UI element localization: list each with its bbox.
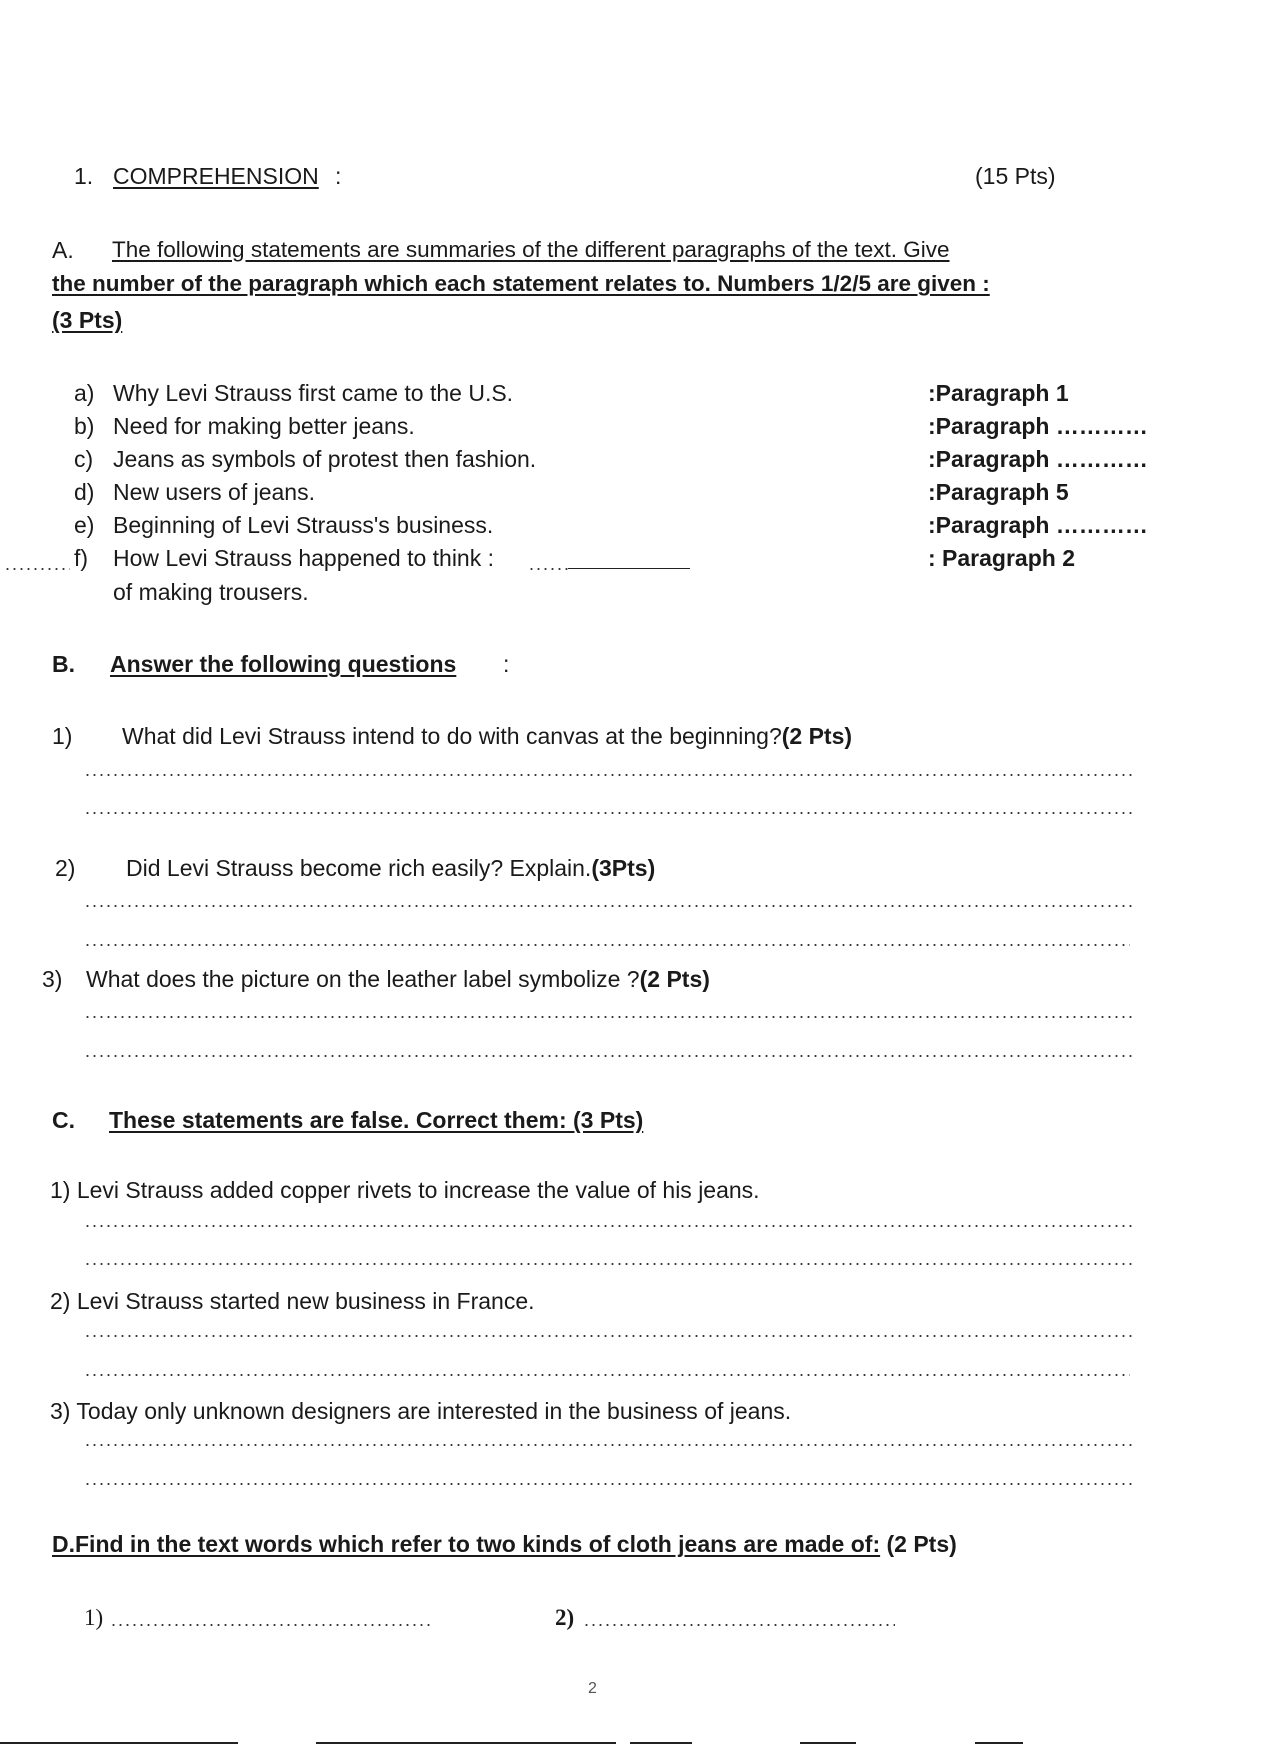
- part-a-instruction-1: The following statements are summaries of the different paragraphs of the text. Give: [112, 237, 950, 262]
- page-number: 2: [588, 1680, 597, 1697]
- answer-line[interactable]: [84, 1483, 1134, 1485]
- word-blank-2[interactable]: [583, 1624, 895, 1626]
- item-text: New users of jeans.: [113, 479, 315, 505]
- item-letter: f): [74, 545, 89, 571]
- answer-line[interactable]: [84, 1225, 1134, 1227]
- item-letter: d): [74, 479, 95, 505]
- bottom-rule: [975, 1742, 1023, 1744]
- answer-line[interactable]: [84, 1444, 1134, 1446]
- question-body: Did Levi Strauss become rich easily? Explain.: [126, 855, 592, 881]
- answer-line[interactable]: [84, 1263, 1134, 1265]
- word-blank-label-1: 1): [84, 1605, 104, 1630]
- answer-line[interactable]: [84, 774, 1134, 776]
- section-title: COMPREHENSION: [113, 163, 319, 189]
- false-statement: 2) Levi Strauss started new business in France.: [50, 1288, 535, 1314]
- item-answer: : Paragraph 2: [928, 545, 1075, 571]
- answer-line[interactable]: [84, 1335, 1134, 1337]
- answer-line[interactable]: [84, 905, 1134, 907]
- bottom-rule: [0, 1742, 238, 1744]
- bottom-rule: [800, 1742, 856, 1744]
- word-blank-label-2: 2): [555, 1605, 575, 1630]
- item-letter: e): [74, 512, 95, 538]
- scan-line-mark: [568, 568, 690, 569]
- answer-line[interactable]: [84, 944, 1130, 946]
- item-answer[interactable]: :Paragraph …………: [928, 413, 1148, 439]
- word-blank-1[interactable]: [110, 1624, 430, 1626]
- item-answer[interactable]: :Paragraph …………: [928, 446, 1148, 472]
- part-c-letter: C.: [52, 1107, 75, 1133]
- item-letter: c): [74, 446, 94, 472]
- question-points: (2 Pts): [781, 723, 853, 749]
- question-text: [122, 723, 852, 750]
- item-answer: :Paragraph 1: [928, 380, 1069, 406]
- question-number: 2): [55, 855, 76, 881]
- part-b-title: Answer the following questions: [110, 651, 457, 677]
- question-points: (2 Pts): [639, 966, 710, 992]
- item-text: Need for making better jeans.: [113, 413, 415, 439]
- section-title-colon: :: [335, 163, 342, 189]
- question-number: 1): [52, 723, 73, 749]
- scan-dotted-mark: [528, 568, 568, 570]
- item-text-continued: of making trousers.: [113, 579, 309, 605]
- item-letter: b): [74, 413, 95, 439]
- question-text: [126, 855, 655, 882]
- part-a-letter: A.: [52, 237, 74, 263]
- part-d-points: (2 Pts): [886, 1531, 957, 1557]
- item-letter: a): [74, 380, 95, 406]
- question-number: 3): [42, 966, 63, 992]
- item-text: Beginning of Levi Strauss's business.: [113, 512, 494, 538]
- item-answer: :Paragraph 5: [928, 479, 1069, 505]
- bottom-rule: [630, 1742, 692, 1744]
- item-text: Jeans as symbols of protest then fashion.: [113, 446, 537, 472]
- part-c-title: These statements are false. Correct them: (3 Pts): [109, 1107, 644, 1133]
- part-b-colon: :: [503, 651, 510, 677]
- section-number: 1.: [74, 163, 94, 189]
- section-points: (15 Pts): [975, 163, 1056, 189]
- answer-line[interactable]: [84, 1055, 1134, 1057]
- question-text: [86, 966, 710, 993]
- answer-line[interactable]: [84, 1016, 1134, 1018]
- question-body: What did Levi Strauss intend to do with canvas at the beginning?: [122, 723, 782, 749]
- item-text: How Levi Strauss happened to think :: [113, 545, 495, 571]
- scan-dotted-mark: [4, 568, 70, 570]
- answer-line[interactable]: [84, 1374, 1130, 1376]
- part-a-points: (3 Pts): [52, 307, 123, 333]
- part-b-letter: B.: [52, 651, 75, 677]
- part-d-title: D.Find in the text words which refer to two kinds of cloth jeans are made of:: [52, 1531, 881, 1557]
- item-answer[interactable]: :Paragraph …………: [928, 512, 1148, 538]
- false-statement: 3) Today only unknown designers are interested in the business of jeans.: [50, 1398, 792, 1424]
- false-statement: 1) Levi Strauss added copper rivets to increase the value of his jeans.: [50, 1177, 760, 1203]
- question-body: What does the picture on the leather label symbolize ?: [86, 966, 640, 992]
- question-points: (3Pts): [591, 855, 656, 881]
- answer-line[interactable]: [84, 812, 1134, 814]
- part-a-instruction-2: the number of the paragraph which each statement relates to. Numbers 1/2/5 are given :: [52, 271, 990, 296]
- bottom-rule: [316, 1742, 616, 1744]
- part-d-heading: [52, 1531, 957, 1558]
- item-text: Why Levi Strauss first came to the U.S.: [113, 380, 514, 406]
